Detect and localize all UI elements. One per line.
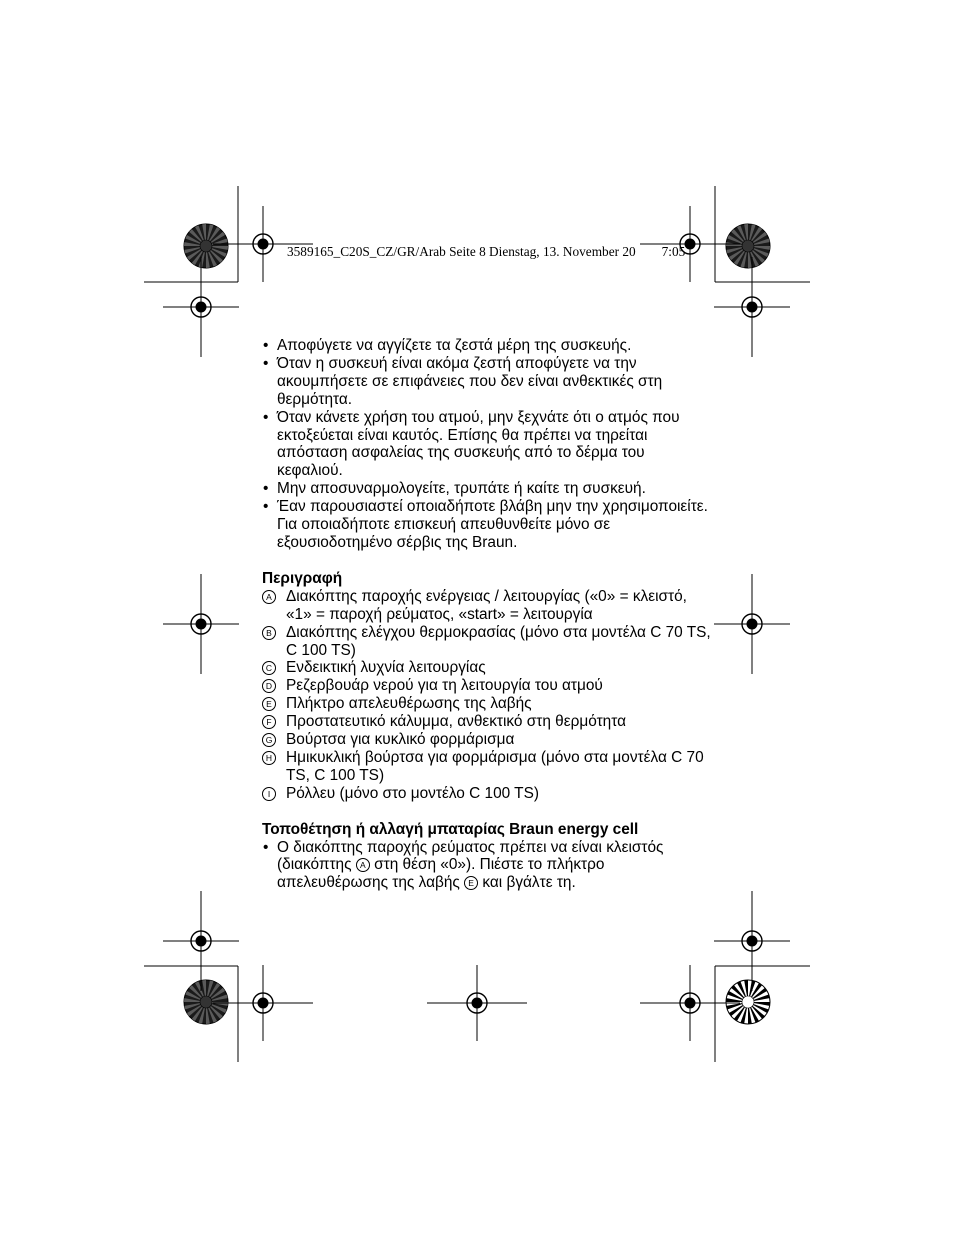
list-item: • Όταν κάνετε χρήση του ατμού, μην ξεχνάτε ότι ο ατμός που εκτοξεύεται είναι καυτός. Επίσης θα πρέπει να τηρείται απόσταση ασφαλείας της συσκευής από το δέρμα του κεφαλιού. — [262, 409, 712, 481]
part-letter: C — [262, 661, 276, 675]
safety-list — [262, 337, 712, 552]
part-text: Διακόπτης παροχής ενέργειας / λειτουργίας («0» = κλειστό, «1» = παροχή ρεύματος, «start» = λειτουργία — [286, 587, 687, 623]
header-time: 7:05 — [661, 244, 686, 259]
battery-title: Τοποθέτηση ή αλλαγή μπαταρίας Braun energy cell — [262, 820, 639, 838]
part-text: Ρεζερβουάρ νερού για τη λειτουργία του ατμού — [286, 677, 603, 695]
part-letter: A — [262, 590, 276, 604]
battery-text-2: στη θέση «0»). Πιέστε το πλήκτρο απελευθέρωσης της λαβής — [277, 856, 605, 892]
star-center — [742, 240, 754, 252]
part-item — [262, 588, 712, 624]
list-item: • Όταν η συσκευή είναι ακόμα ζεστή αποφύγετε να την ακουμπήσετε σε επιφάνειες που δεν είναι ανθεκτικές στη θερμότητα. — [262, 355, 712, 409]
print-header — [287, 244, 685, 260]
list-item: • Μην αποσυναρμολογείτε, τρυπάτε ή καίτε τη συσκευή. — [262, 480, 712, 498]
ref-letter: A — [356, 858, 370, 872]
part-item — [262, 695, 712, 713]
list-item — [262, 839, 712, 893]
parts-list — [262, 588, 712, 803]
part-item — [262, 749, 712, 785]
list-item: • Αποφύγετε να αγγίζετε τα ζεστά μέρη της συσκευής. — [262, 337, 712, 355]
part-text: Πλήκτρο απελευθέρωσης της λαβής — [286, 695, 532, 713]
part-letter: E — [262, 697, 276, 711]
star-center — [200, 996, 212, 1008]
battery-list — [262, 839, 712, 893]
page-content — [262, 337, 712, 892]
star-center — [200, 240, 212, 252]
part-item — [262, 785, 712, 803]
part-text: Ρόλλευ (μόνο στο μοντέλο C 100 TS) — [286, 784, 539, 802]
part-item — [262, 731, 712, 749]
battery-text-1: Ο διακόπτης παροχής ρεύματος πρέπει να είναι κλειστός (διακόπτης — [277, 838, 664, 874]
part-text: Ημικυκλική βούρτσα για φορμάρισμα (μόνο στα μοντέλα C 70 TS, C 100 TS) — [286, 748, 704, 784]
part-text: Ενδεικτική λυχνία λειτουργίας — [286, 659, 486, 677]
part-letter: H — [262, 751, 276, 765]
part-letter: G — [262, 733, 276, 747]
ref-letter: E — [464, 876, 478, 890]
part-text: Προστατευτικό κάλυμμα, ανθεκτικό στη θερμότητα — [286, 713, 626, 731]
part-item — [262, 659, 712, 677]
part-letter: B — [262, 626, 276, 640]
list-item: • Έαν παρουσιαστεί οποιαδήποτε βλάβη μην την χρησιμοποιείτε. Για οποιαδήποτε επισκευή απευθυνθείτε μόνο σε εξουσιοδοτημένο σέρβις της Braun. — [262, 498, 712, 552]
part-item — [262, 624, 712, 660]
part-item — [262, 713, 712, 731]
star-center — [742, 996, 754, 1008]
part-text: Βούρτσα για κυκλικό φορμάρισμα — [286, 731, 515, 749]
part-letter: I — [262, 787, 276, 801]
battery-text-3: και βγάλτε τη. — [482, 874, 576, 892]
part-letter: D — [262, 679, 276, 693]
part-text: Διακόπτης ελέγχου θερμοκρασίας (μόνο στα μοντέλα C 70 TS, C 100 TS) — [286, 623, 711, 659]
part-item — [262, 677, 712, 695]
header-text: 3589165_C20S_CZ/GR/Arab Seite 8 Dienstag, 13. November 20 — [287, 244, 636, 259]
description-title: Περιγραφή — [262, 569, 343, 587]
part-letter: F — [262, 715, 276, 729]
